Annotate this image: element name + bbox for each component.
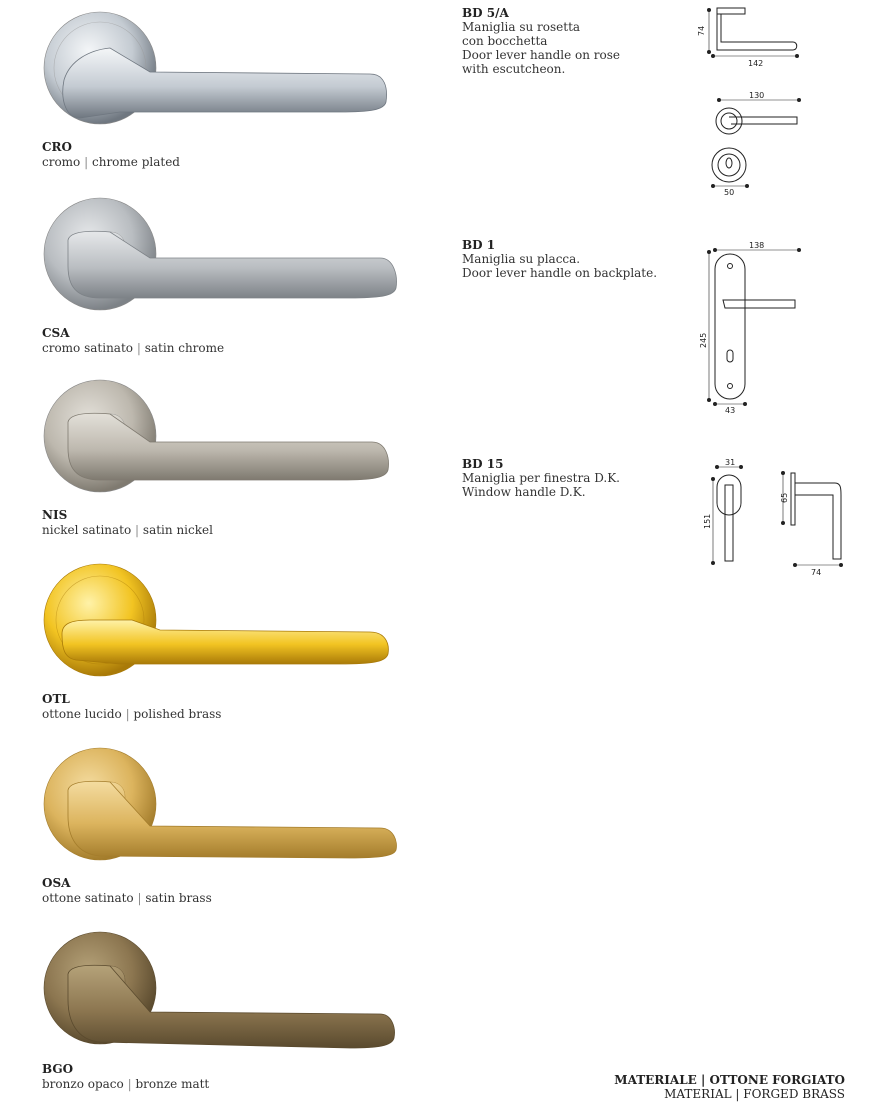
dim-label: 74 [697,25,706,36]
model-code: BD 1 [462,238,496,252]
finish-name-en: chrome plated [92,155,180,169]
model-code: BD 5/A [462,6,509,20]
handle-image-nis [40,378,400,503]
finish-item [0,930,420,1100]
handle-image-otl [40,562,400,687]
model-desc-line: Window handle D.K. [462,485,586,499]
model-bd5a [462,6,620,76]
dim-label: 31 [725,458,736,467]
finish-code: CRO [42,140,72,154]
finish-code: OTL [42,692,70,706]
finish-name-it: cromo [42,155,81,169]
dim-label: 130 [749,91,765,100]
drawing-bd1 [695,238,815,418]
dim-label: 65 [780,492,789,503]
finish-code: BGO [42,1062,74,1076]
dim-label: 151 [703,513,712,529]
finish-item [0,10,420,180]
finish-item [0,746,420,916]
dim-label: 50 [724,188,735,197]
finish-item [0,378,420,548]
model-bd15 [462,457,620,499]
material-note [614,1073,845,1101]
finish-description: bronzo opaco | bronze matt [42,1077,210,1091]
model-bd1 [462,238,657,280]
model-desc-line: con bocchetta [462,34,548,48]
finish-description: cromo | chrome plated [42,155,180,169]
finish-item [0,562,420,732]
model-desc-line: Maniglia su rosetta [462,20,581,34]
dim-label: 245 [699,332,708,348]
finish-description: ottone lucido | polished brass [42,707,222,721]
finish-code: OSA [42,876,71,890]
model-desc-line: Door lever handle on rose [462,48,621,62]
model-desc-line: Maniglia su placca. [462,252,581,266]
dim-label: 43 [725,406,736,415]
finish-name-it: cromo satinato [42,341,134,355]
dim-label: 74 [811,568,822,577]
material-it: MATERIALE | OTTONE FORGIATO [614,1073,845,1087]
handle-image-csa [40,196,400,321]
finish-code: NIS [42,508,68,522]
dim-label: 142 [748,59,764,68]
model-code: BD 15 [462,457,504,471]
model-desc-line: Maniglia per finestra D.K. [462,471,620,485]
finish-name-it: ottone lucido [42,707,122,721]
model-desc-line: with escutcheon. [462,62,566,76]
dim-label: 138 [749,241,765,250]
finish-description: nickel satinato | satin nickel [42,523,213,537]
handle-image-osa [40,746,400,871]
finish-name-en: bronze matt [135,1077,210,1091]
finish-name-en: satin brass [145,891,212,905]
material-en: MATERIAL | FORGED BRASS [664,1087,845,1101]
drawing-bd5a [695,0,815,200]
handle-image-bgo [40,930,400,1055]
drawing-bd15 [695,455,855,580]
finish-name-en: satin chrome [144,341,225,355]
finish-code: CSA [42,326,70,340]
finish-name-en: satin nickel [142,523,213,537]
finish-name-it: bronzo opaco [42,1077,124,1091]
finish-name-it: nickel satinato [42,523,132,537]
finish-description: cromo satinato | satin chrome [42,341,225,355]
finish-description: ottone satinato | satin brass [42,891,212,905]
finish-name-it: ottone satinato [42,891,134,905]
finish-name-en: polished brass [133,707,222,721]
handle-image-cro [40,10,400,135]
model-desc-line: Door lever handle on backplate. [462,266,658,280]
finish-item [0,196,420,366]
